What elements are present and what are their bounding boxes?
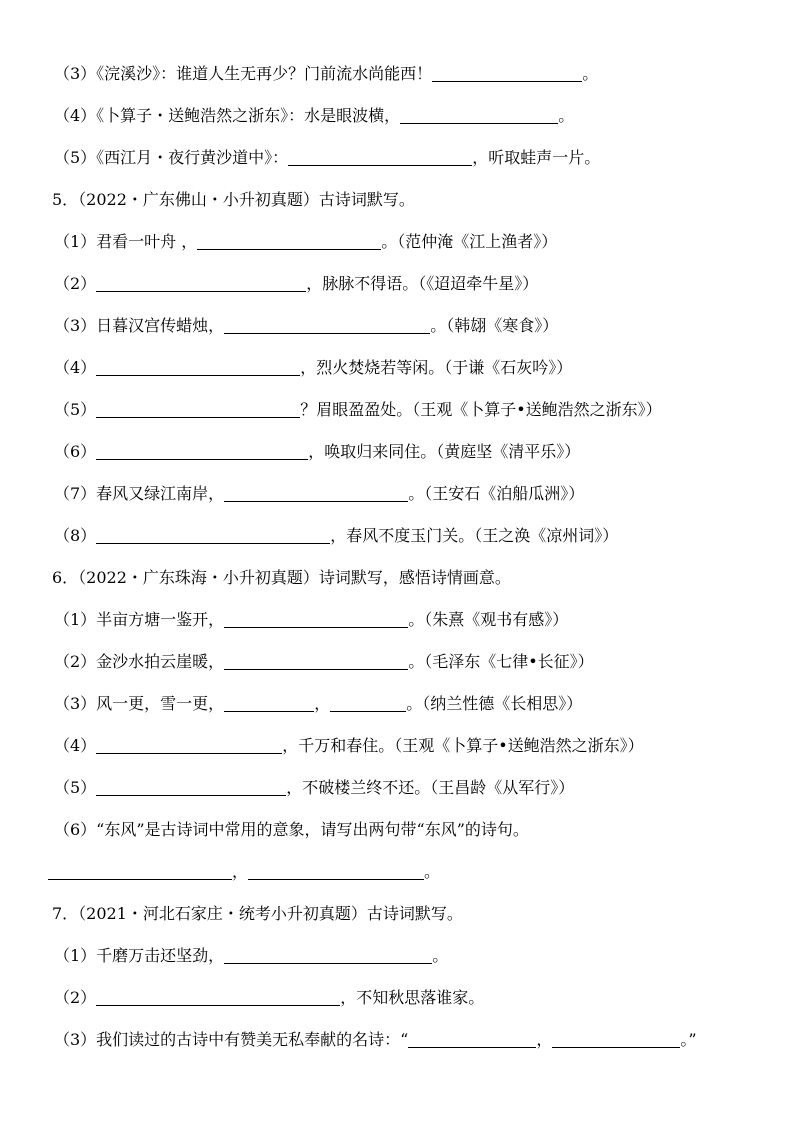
- item-text: 。: [424, 862, 441, 881]
- q5-item-3: [54, 314, 558, 338]
- item-text: ，脉脉不得语。（《迢迢牵牛星》）: [306, 274, 539, 293]
- item-text: 。（毛泽东《七律•长征》）: [408, 652, 594, 671]
- answer-blank[interactable]: [96, 737, 282, 754]
- q4-item-4: [54, 104, 574, 128]
- item-text: 。（朱熹《观书有感》）: [408, 610, 569, 629]
- item-text: 。（王安石《泊船瓜洲》）: [408, 484, 585, 503]
- item-text: （3）日暮汉宫传蜡烛，: [54, 316, 225, 335]
- item-text: （5）: [54, 400, 97, 419]
- q5-item-1: [54, 230, 557, 254]
- item-text: 。: [582, 64, 599, 83]
- answer-blank[interactable]: [96, 779, 286, 796]
- item-text: （1）君看一叶舟 ，: [54, 232, 198, 251]
- answer-blank[interactable]: [400, 107, 558, 124]
- item-text: （8）: [54, 526, 97, 545]
- item-text: 。”: [680, 1030, 697, 1049]
- q6-item-4: [54, 734, 644, 758]
- item-text: （4）: [54, 736, 97, 755]
- q7-item-1: [54, 944, 448, 968]
- q4-item-5: [54, 146, 600, 170]
- answer-blank[interactable]: [248, 863, 424, 880]
- q6-item-6: [54, 818, 529, 842]
- item-text: （4）《卜算子・送鲍浩然之浙东》：水是眼波横，: [54, 106, 401, 125]
- q5-item-4: [54, 356, 572, 380]
- item-text: ，唤取归来同住。（黄庭坚《清平乐》）: [308, 442, 581, 461]
- q5-item-7: [54, 482, 584, 506]
- item-text: （3）我们读过的古诗中有赞美无私奉献的名诗：“: [54, 1030, 409, 1049]
- item-text: 。: [558, 106, 575, 125]
- question-5-title: 5．（2022・广东佛山・小升初真题）古诗词默写。: [52, 190, 415, 209]
- answer-blank[interactable]: [224, 611, 408, 628]
- answer-blank[interactable]: [224, 947, 432, 964]
- q6-item-6-answer-line: [48, 860, 440, 884]
- item-text: （1）千磨万击还坚劲，: [54, 946, 225, 965]
- answer-blank[interactable]: [224, 485, 408, 502]
- answer-blank[interactable]: [197, 233, 381, 250]
- answer-blank[interactable]: [96, 989, 340, 1006]
- q5-item-2: [54, 272, 538, 296]
- item-text: ，: [536, 1030, 553, 1049]
- q7-item-2: [54, 986, 484, 1010]
- item-text: ？眉眼盈盈处。（王观《卜算子•送鲍浩然之浙东》）: [300, 400, 662, 419]
- answer-blank[interactable]: [96, 527, 330, 544]
- q5-item-5: [54, 398, 662, 422]
- answer-blank[interactable]: [408, 1031, 536, 1048]
- item-text: 。（纳兰性德《长相思》）: [406, 694, 583, 713]
- item-text: （2）: [54, 274, 97, 293]
- item-text: （6）“东风”是古诗词中常用的意象，请写出两句带“东风”的诗句。: [54, 820, 529, 839]
- item-text: （3）《浣溪沙》：谁道人生无再少？门前流水尚能西！: [54, 64, 433, 83]
- q6-item-1: [54, 608, 568, 632]
- item-text: 。: [432, 946, 449, 965]
- answer-blank[interactable]: [48, 863, 232, 880]
- answer-blank[interactable]: [96, 275, 306, 292]
- answer-blank[interactable]: [432, 65, 582, 82]
- item-text: （6）: [54, 442, 97, 461]
- question-7-title: 7．（2021・河北石家庄・统考小升初真题）古诗词默写。: [52, 904, 463, 923]
- item-text: ，: [314, 694, 331, 713]
- q6-item-2: [54, 650, 594, 674]
- item-text: （2）金沙水拍云崖暖，: [54, 652, 225, 671]
- answer-blank[interactable]: [96, 443, 308, 460]
- item-text: ，: [232, 862, 249, 881]
- answer-blank[interactable]: [330, 695, 406, 712]
- q7-item-3: [54, 1028, 697, 1052]
- item-text: （5）《西江月・夜行黄沙道中》：: [54, 148, 289, 167]
- item-text: （2）: [54, 988, 97, 1007]
- q6-item-5: [54, 776, 574, 800]
- item-text: ，烈火焚烧若等闲。（于谦《石灰吟》）: [300, 358, 573, 377]
- item-text: 。（范仲淹《江上渔者》）: [381, 232, 558, 251]
- answer-blank[interactable]: [224, 695, 314, 712]
- item-text: （5）: [54, 778, 97, 797]
- item-text: （3）风一更，雪一更，: [54, 694, 225, 713]
- item-text: （7）春风又绿江南岸，: [54, 484, 225, 503]
- answer-blank[interactable]: [96, 359, 300, 376]
- item-text: ，不知秋思落谁家。: [340, 988, 485, 1007]
- answer-blank[interactable]: [288, 149, 472, 166]
- q4-item-3: [54, 62, 598, 86]
- answer-blank[interactable]: [552, 1031, 680, 1048]
- q5-item-6: [54, 440, 580, 464]
- answer-blank[interactable]: [224, 653, 408, 670]
- q5-item-8: [54, 524, 618, 548]
- item-text: （4）: [54, 358, 97, 377]
- item-text: ，不破楼兰终不还。（王昌龄《从军行》）: [286, 778, 575, 797]
- answer-blank[interactable]: [224, 317, 430, 334]
- item-text: ，千万和春住。（王观《卜算子•送鲍浩然之浙东》）: [282, 736, 644, 755]
- item-text: （1）半亩方塘一鉴开，: [54, 610, 225, 629]
- item-text: 。（韩翃《寒食》）: [430, 316, 559, 335]
- item-text: ，春风不度玉门关。（王之涣《凉州词》）: [330, 526, 619, 545]
- question-6-title: 6．（2022・广东珠海・小升初真题）诗词默写，感悟诗情画意。: [52, 568, 511, 587]
- item-text: ，听取蛙声一片。: [472, 148, 601, 167]
- answer-blank[interactable]: [96, 401, 300, 418]
- q6-item-3: [54, 692, 582, 716]
